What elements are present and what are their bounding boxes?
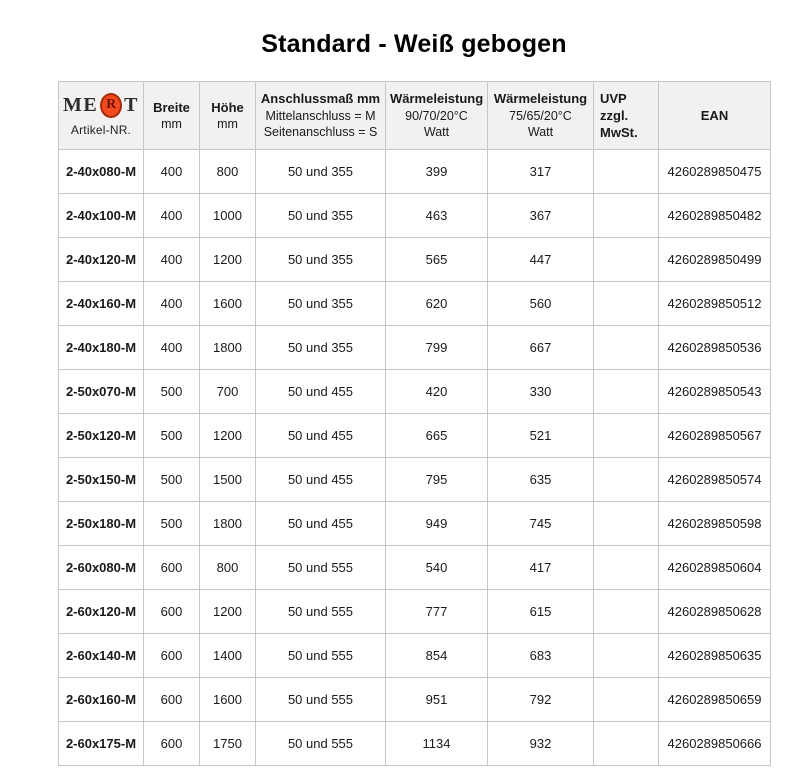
table-body: [59, 150, 771, 766]
cell-watt-90-70-20: 420: [386, 370, 488, 414]
cell-watt-75-65-20: 560: [488, 282, 594, 326]
cell-hoehe: 800: [200, 150, 256, 194]
cell-uvp: [594, 238, 659, 282]
cell-hoehe: 1500: [200, 458, 256, 502]
mert-logo-r-badge-icon: R: [100, 93, 122, 118]
cell-watt-90-70-20: 540: [386, 546, 488, 590]
cell-uvp: [594, 282, 659, 326]
table-row: [59, 502, 771, 546]
column-header-ean: [659, 82, 771, 150]
cell-ean: 4260289850666: [659, 722, 771, 766]
cell-ean: 4260289850567: [659, 414, 771, 458]
cell-watt-75-65-20: 317: [488, 150, 594, 194]
cell-artikel-nr: 2-40x080-M: [59, 150, 144, 194]
cell-hoehe: 1400: [200, 634, 256, 678]
cell-artikel-nr: 2-50x120-M: [59, 414, 144, 458]
table-row: [59, 238, 771, 282]
cell-breite: 500: [144, 502, 200, 546]
cell-uvp: [594, 414, 659, 458]
cell-artikel-nr: 2-40x100-M: [59, 194, 144, 238]
cell-ean: 4260289850628: [659, 590, 771, 634]
cell-watt-75-65-20: 521: [488, 414, 594, 458]
cell-watt-75-65-20: 615: [488, 590, 594, 634]
cell-hoehe: 1800: [200, 502, 256, 546]
watt75-line2: 75/65/20°C: [509, 108, 572, 123]
cell-breite: 400: [144, 150, 200, 194]
cell-ean: 4260289850635: [659, 634, 771, 678]
cell-anschlussmass: 50 und 355: [256, 150, 386, 194]
cell-artikel-nr: 2-40x180-M: [59, 326, 144, 370]
cell-anschlussmass: 50 und 555: [256, 678, 386, 722]
cell-watt-90-70-20: 795: [386, 458, 488, 502]
cell-ean: 4260289850475: [659, 150, 771, 194]
hoehe-unit: mm: [217, 116, 238, 131]
cell-watt-90-70-20: 565: [386, 238, 488, 282]
mert-logo-text-right: T: [124, 94, 139, 117]
cell-uvp: [594, 150, 659, 194]
table-row: [59, 326, 771, 370]
cell-artikel-nr: 2-60x120-M: [59, 590, 144, 634]
cell-breite: 600: [144, 678, 200, 722]
cell-watt-90-70-20: 951: [386, 678, 488, 722]
anschluss-title: Anschlussmaß mm: [260, 91, 381, 107]
cell-watt-75-65-20: 635: [488, 458, 594, 502]
table-row: [59, 194, 771, 238]
cell-watt-75-65-20: 745: [488, 502, 594, 546]
cell-hoehe: 1000: [200, 194, 256, 238]
cell-breite: 600: [144, 590, 200, 634]
cell-uvp: [594, 502, 659, 546]
cell-breite: 500: [144, 414, 200, 458]
table-row: [59, 590, 771, 634]
cell-hoehe: 800: [200, 546, 256, 590]
breite-unit: mm: [161, 116, 182, 131]
cell-watt-90-70-20: 854: [386, 634, 488, 678]
table-row: [59, 458, 771, 502]
mert-logo-text-left: ME: [63, 94, 99, 117]
cell-anschlussmass: 50 und 355: [256, 194, 386, 238]
breite-title: Breite: [153, 99, 190, 115]
cell-hoehe: 700: [200, 370, 256, 414]
cell-uvp: [594, 634, 659, 678]
cell-breite: 400: [144, 238, 200, 282]
cell-watt-90-70-20: 463: [386, 194, 488, 238]
cell-uvp: [594, 722, 659, 766]
cell-hoehe: 1200: [200, 238, 256, 282]
cell-breite: 500: [144, 370, 200, 414]
product-table: [58, 81, 771, 766]
cell-watt-90-70-20: 399: [386, 150, 488, 194]
cell-anschlussmass: 50 und 555: [256, 722, 386, 766]
cell-watt-75-65-20: 447: [488, 238, 594, 282]
cell-anschlussmass: 50 und 455: [256, 414, 386, 458]
cell-anschlussmass: 50 und 555: [256, 590, 386, 634]
cell-artikel-nr: 2-60x140-M: [59, 634, 144, 678]
cell-ean: 4260289850659: [659, 678, 771, 722]
cell-watt-75-65-20: 932: [488, 722, 594, 766]
cell-anschlussmass: 50 und 555: [256, 634, 386, 678]
cell-uvp: [594, 590, 659, 634]
cell-watt-90-70-20: 665: [386, 414, 488, 458]
cell-artikel-nr: 2-60x175-M: [59, 722, 144, 766]
cell-anschlussmass: 50 und 455: [256, 502, 386, 546]
table-row: [59, 678, 771, 722]
cell-hoehe: 1200: [200, 414, 256, 458]
cell-anschlussmass: 50 und 455: [256, 458, 386, 502]
cell-anschlussmass: 50 und 355: [256, 282, 386, 326]
table-row: [59, 414, 771, 458]
column-header-uvp: [594, 82, 659, 150]
cell-breite: 600: [144, 546, 200, 590]
watt75-line3: Watt: [527, 125, 554, 140]
cell-hoehe: 1200: [200, 590, 256, 634]
cell-ean: 4260289850574: [659, 458, 771, 502]
cell-artikel-nr: 2-50x180-M: [59, 502, 144, 546]
cell-uvp: [594, 194, 659, 238]
cell-watt-75-65-20: 417: [488, 546, 594, 590]
cell-ean: 4260289850499: [659, 238, 771, 282]
cell-watt-90-70-20: 1134: [386, 722, 488, 766]
watt75-title: Wärmeleistung: [493, 91, 588, 107]
column-header-anschlussmass: [256, 82, 386, 150]
cell-ean: 4260289850598: [659, 502, 771, 546]
cell-artikel-nr: 2-50x070-M: [59, 370, 144, 414]
table-row: [59, 634, 771, 678]
watt90-title: Wärmeleistung: [390, 91, 484, 107]
cell-breite: 500: [144, 458, 200, 502]
ean-title: EAN: [700, 107, 729, 123]
cell-watt-75-65-20: 667: [488, 326, 594, 370]
table-row: [59, 150, 771, 194]
cell-uvp: [594, 546, 659, 590]
hoehe-title: Höhe: [211, 99, 244, 115]
cell-anschlussmass: 50 und 355: [256, 326, 386, 370]
watt90-line3: Watt: [423, 125, 450, 140]
table-row: [59, 370, 771, 414]
cell-artikel-nr: 2-40x160-M: [59, 282, 144, 326]
cell-uvp: [594, 326, 659, 370]
cell-hoehe: 1600: [200, 282, 256, 326]
uvp-line1: UVP: [600, 90, 627, 106]
cell-watt-90-70-20: 799: [386, 326, 488, 370]
watt90-line2: 90/70/20°C: [405, 108, 468, 123]
cell-ean: 4260289850482: [659, 194, 771, 238]
cell-breite: 400: [144, 282, 200, 326]
document-page: [58, 0, 770, 766]
cell-hoehe: 1600: [200, 678, 256, 722]
cell-watt-75-65-20: 683: [488, 634, 594, 678]
cell-breite: 400: [144, 326, 200, 370]
cell-breite: 600: [144, 634, 200, 678]
cell-watt-75-65-20: 792: [488, 678, 594, 722]
table-header-row: [59, 82, 771, 150]
cell-ean: 4260289850604: [659, 546, 771, 590]
cell-hoehe: 1800: [200, 326, 256, 370]
mert-logo: [63, 93, 139, 118]
table-row: [59, 282, 771, 326]
cell-ean: 4260289850543: [659, 370, 771, 414]
cell-anschlussmass: 50 und 455: [256, 370, 386, 414]
column-header-waermeleistung-75: [488, 82, 594, 150]
cell-artikel-nr: 2-60x080-M: [59, 546, 144, 590]
table-row: [59, 722, 771, 766]
cell-artikel-nr: 2-50x150-M: [59, 458, 144, 502]
column-header-artikel-nr: [59, 82, 144, 150]
cell-watt-90-70-20: 620: [386, 282, 488, 326]
table-row: [59, 546, 771, 590]
column-header-hoehe: [200, 82, 256, 150]
cell-watt-75-65-20: 367: [488, 194, 594, 238]
cell-breite: 600: [144, 722, 200, 766]
cell-artikel-nr: 2-40x120-M: [59, 238, 144, 282]
column-header-breite: [144, 82, 200, 150]
cell-watt-75-65-20: 330: [488, 370, 594, 414]
cell-ean: 4260289850512: [659, 282, 771, 326]
cell-uvp: [594, 678, 659, 722]
artikel-nr-label: Artikel-NR.: [70, 122, 132, 137]
uvp-line3: MwSt.: [600, 125, 638, 141]
cell-uvp: [594, 458, 659, 502]
cell-ean: 4260289850536: [659, 326, 771, 370]
cell-anschlussmass: 50 und 555: [256, 546, 386, 590]
cell-anschlussmass: 50 und 355: [256, 238, 386, 282]
uvp-line2: zzgl.: [600, 107, 629, 123]
cell-breite: 400: [144, 194, 200, 238]
column-header-waermeleistung-90: [386, 82, 488, 150]
anschluss-line3: Seitenanschluss = S: [263, 125, 378, 140]
anschluss-line2: Mittelanschluss = M: [265, 108, 376, 123]
cell-watt-90-70-20: 949: [386, 502, 488, 546]
page-title: Standard - Weiß gebogen: [261, 30, 567, 58]
cell-uvp: [594, 370, 659, 414]
cell-artikel-nr: 2-60x160-M: [59, 678, 144, 722]
cell-watt-90-70-20: 777: [386, 590, 488, 634]
cell-hoehe: 1750: [200, 722, 256, 766]
